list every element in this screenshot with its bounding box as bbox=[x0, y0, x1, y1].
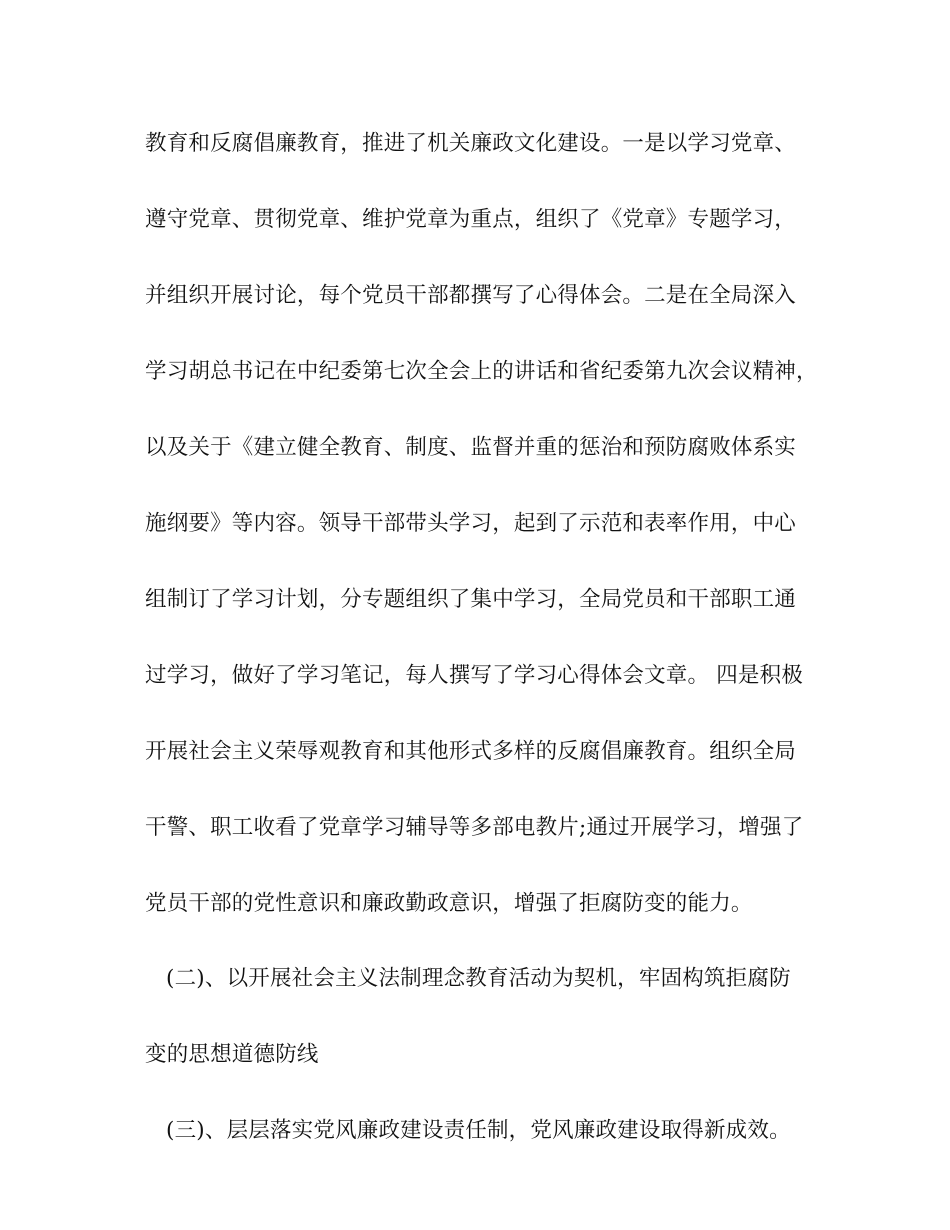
text-line-9: 开展社会主义荣辱观教育和其他形式多样的反腐倡廉教育。组织全局 bbox=[145, 739, 797, 764]
text-line-5: 以及关于《建立健全教育、制度、监督并重的惩治和预防腐败体系实 bbox=[145, 435, 797, 460]
text-line-11: 党员干部的党性意识和廉政勤政意识，增强了拒腐防变的能力。 bbox=[145, 891, 753, 916]
section-heading-2: (二)、以开展社会主义法制理念教育活动为契机，牢固构筑拒腐防 bbox=[166, 966, 791, 991]
text-line-6: 施纲要》等内容。领导干部带头学习，起到了示范和表率作用，中心 bbox=[145, 511, 797, 536]
text-line-10: 干警、职工收看了党章学习辅导等多部电教片;通过开展学习，增强了 bbox=[145, 815, 804, 840]
text-line-13: 变的思想道德防线 bbox=[145, 1042, 319, 1067]
section-heading-3: (三)、层层落实党风廉政建设责任制，党风廉政建设取得新成效。 bbox=[166, 1118, 791, 1143]
text-line-2: 遵守党章、贯彻党章、维护党章为重点，组织了《党章》专题学习， bbox=[145, 207, 797, 232]
text-line-1: 教育和反腐倡廉教育，推进了机关廉政文化建设。一是以学习党章、 bbox=[145, 131, 797, 156]
text-line-4: 学习胡总书记在中纪委第七次全会上的讲话和省纪委第九次会议精神， bbox=[145, 359, 818, 384]
text-line-7: 组制订了学习计划，分专题组织了集中学习，全局党员和干部职工通 bbox=[145, 587, 797, 612]
text-line-8: 过学习，做好了学习笔记，每人撰写了学习心得体会文章。 四是积极 bbox=[145, 663, 804, 688]
text-line-3: 并组织开展讨论，每个党员干部都撰写了心得体会。二是在全局深入 bbox=[145, 283, 797, 308]
